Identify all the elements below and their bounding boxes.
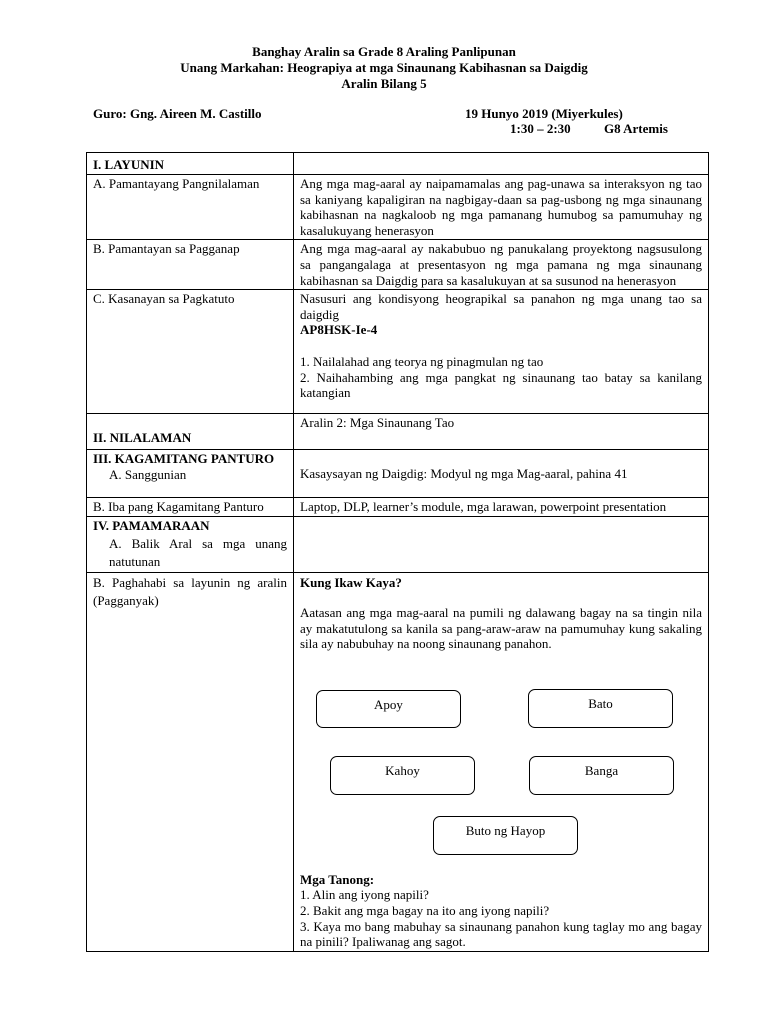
layunin-c-text: Nasusuri ang kondisyong heograpikal sa panahon ng mga unang tao sa daigdig [300,291,702,322]
questions-title: Mga Tanong: [300,871,375,887]
pamamaraan-b-label: B. Paghahabi sa layunin ng aralin (Pagganyak) [87,573,294,951]
lesson-time: 1:30 – 2:30 [510,121,571,136]
pamamaraan-a-empty [294,516,709,573]
kagamitan-label-cell [87,450,294,498]
pamamaraan-label-cell [87,516,294,573]
question-1: 1. Alin ang iyong napili? [300,887,429,903]
layunin-c-label: C. Kasanayan sa Pagkatuto [87,290,294,414]
choice-bato: Bato [528,689,673,728]
choice-buto-ng-hayop: Buto ng Hayop [433,816,578,855]
choice-apoy: Apoy [316,690,461,728]
layunin-c-cell [294,290,709,414]
layunin-empty-cell [294,153,709,175]
objective-2: 2. Naihahambing ang mga pangkat ng sinaunang tao batay sa kanilang katangian [300,369,702,401]
nilalaman-heading: II. NILALAMAN [87,414,294,450]
objective-1: 1. Nailalahad ang teorya ng pinagmulan ng tao [300,353,544,369]
kagamitan-heading: III. KAGAMITANG PANTURO [93,451,275,467]
choice-kahoy: Kahoy [330,756,475,795]
layunin-b-label: B. Pamantayan sa Pagganap [87,240,294,290]
layunin-a-label: A. Pamantayang Pangnilalaman [87,175,294,240]
layunin-heading: I. LAYUNIN [87,153,294,175]
question-3: 3. Kaya mo bang mabuhay sa sinaunang panahon kung taglay mo ang bagay na pinili? Ipaliwanag ang sagot. [300,918,702,950]
lesson-plan-table [86,152,709,952]
class-section: G8 Artemis [604,121,668,136]
competency-code: AP8HSK-Ie-4 [300,322,378,338]
lesson-number: Aralin Bilang 5 [341,76,427,91]
nilalaman-text: Aralin 2: Mga Sinaunang Tao [294,414,709,450]
question-2: 2. Bakit ang mga bagay na ito ang iyong napili? [300,902,550,918]
kagamitan-a-label: A. Sanggunian [109,466,187,482]
layunin-b-text: Ang mga mag-aaral ay nakabubuo ng panukalang proyektong nagsusulong sa pangangalaga at presentasyon ng mga pamana ng mga sinaunang kabihasnan sa Daigdig para sa kasalukuyan at sa susunod na henerasyon [294,240,709,290]
kagamitan-b-text: Laptop, DLP, learner’s module, mga larawan, powerpoint presentation [294,498,709,517]
lesson-date: 19 Hunyo 2019 (Miyerkules) [465,106,623,121]
teacher-name: Guro: Gng. Aireen M. Castillo [93,106,262,121]
kagamitan-b-label: B. Iba pang Kagamitang Panturo [87,498,294,517]
layunin-a-text: Ang mga mag-aaral ay naipamamalas ang pag-unawa sa interaksyon ng tao sa kaniyang kapaligiran na nagbigay-daan sa pag-usbong ng mga sinaunang kabihasnan na nagkaloob ng mga pamanang humubog sa pamumuhay ng kasalukuyang henerasyon [294,175,709,240]
activity-title: Kung Ikaw Kaya? [300,575,402,591]
activity-text: Aatasan ang mga mag-aaral na pumili ng dalawang bagay na sa tingin nila ay makatutulong sa kanila sa pang-araw-araw na pamumuhay kung sakaling sila ay nabubuhay na noong sinaunang panahon. [300,604,702,652]
pamamaraan-a-label: A. Balik Aral sa mga unang natutunan [109,536,287,570]
kagamitan-a-text: Kasaysayan ng Daigdig: Modyul ng mga Mag-aaral, pahina 41 [294,450,709,498]
plan-title: Banghay Aralin sa Grade 8 Araling Panlipunan [252,44,516,59]
choice-banga: Banga [529,756,674,795]
pamamaraan-heading: IV. PAMAMARAAN [93,517,210,533]
quarter-title: Unang Markahan: Heograpiya at mga Sinaunang Kabihasnan sa Daigdig [180,60,588,75]
